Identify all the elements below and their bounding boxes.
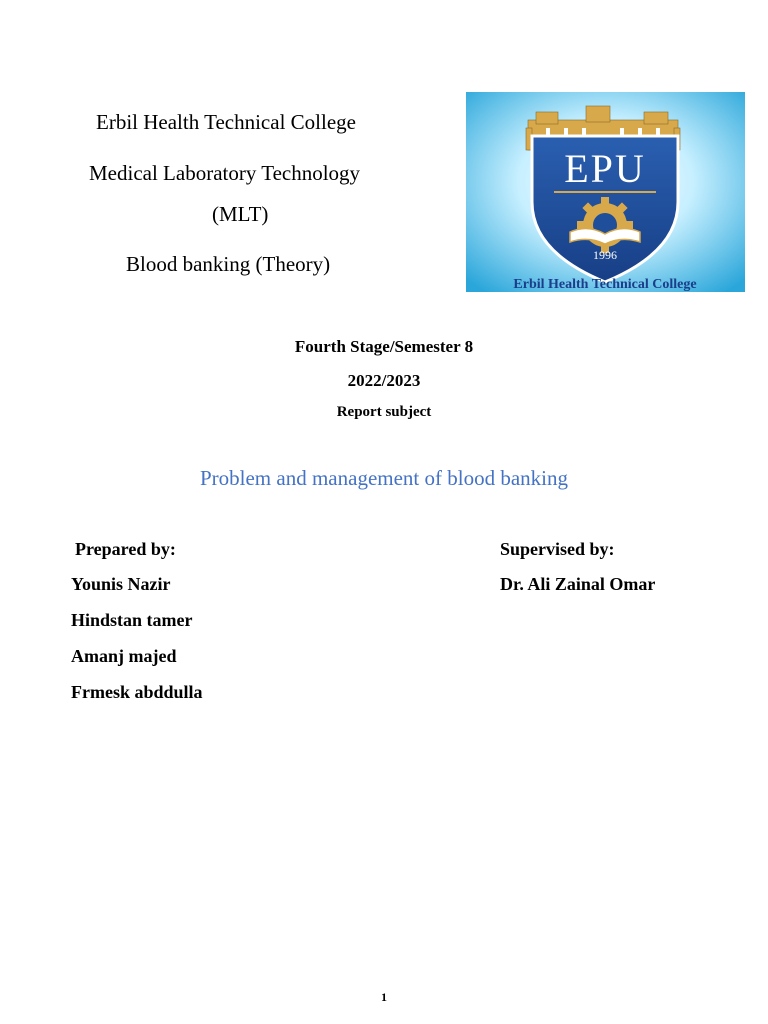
college-name: Erbil Health Technical College <box>96 110 356 134</box>
author-name: Amanj majed <box>71 646 177 666</box>
supervisor-name: Dr. Ali Zainal Omar <box>500 574 656 594</box>
supervised-by-label: Supervised by: <box>500 539 615 559</box>
page-number: 1 <box>381 990 387 1004</box>
emblem-text: EPU <box>564 146 646 191</box>
prepared-by-label: Prepared by: <box>75 539 176 559</box>
epu-logo <box>466 92 745 292</box>
stage-semester: Fourth Stage/Semester 8 <box>294 337 474 356</box>
report-subject-label: Report subject <box>336 404 432 420</box>
department-name: Medical Laboratory Technology <box>89 161 361 185</box>
author-name: Frmesk abddulla <box>71 682 203 702</box>
report-title: Problem and management of blood banking <box>199 466 568 490</box>
logo-year: 1996 <box>593 248 617 262</box>
logo-caption: Erbil Health Technical College <box>513 277 697 292</box>
author-name: Younis Nazir <box>71 574 171 594</box>
author-name: Hindstan tamer <box>71 610 193 630</box>
department-abbreviation: (MLT) <box>212 202 269 226</box>
course-name: Blood banking (Theory) <box>126 252 331 276</box>
academic-year: 2022/2023 <box>347 371 421 390</box>
